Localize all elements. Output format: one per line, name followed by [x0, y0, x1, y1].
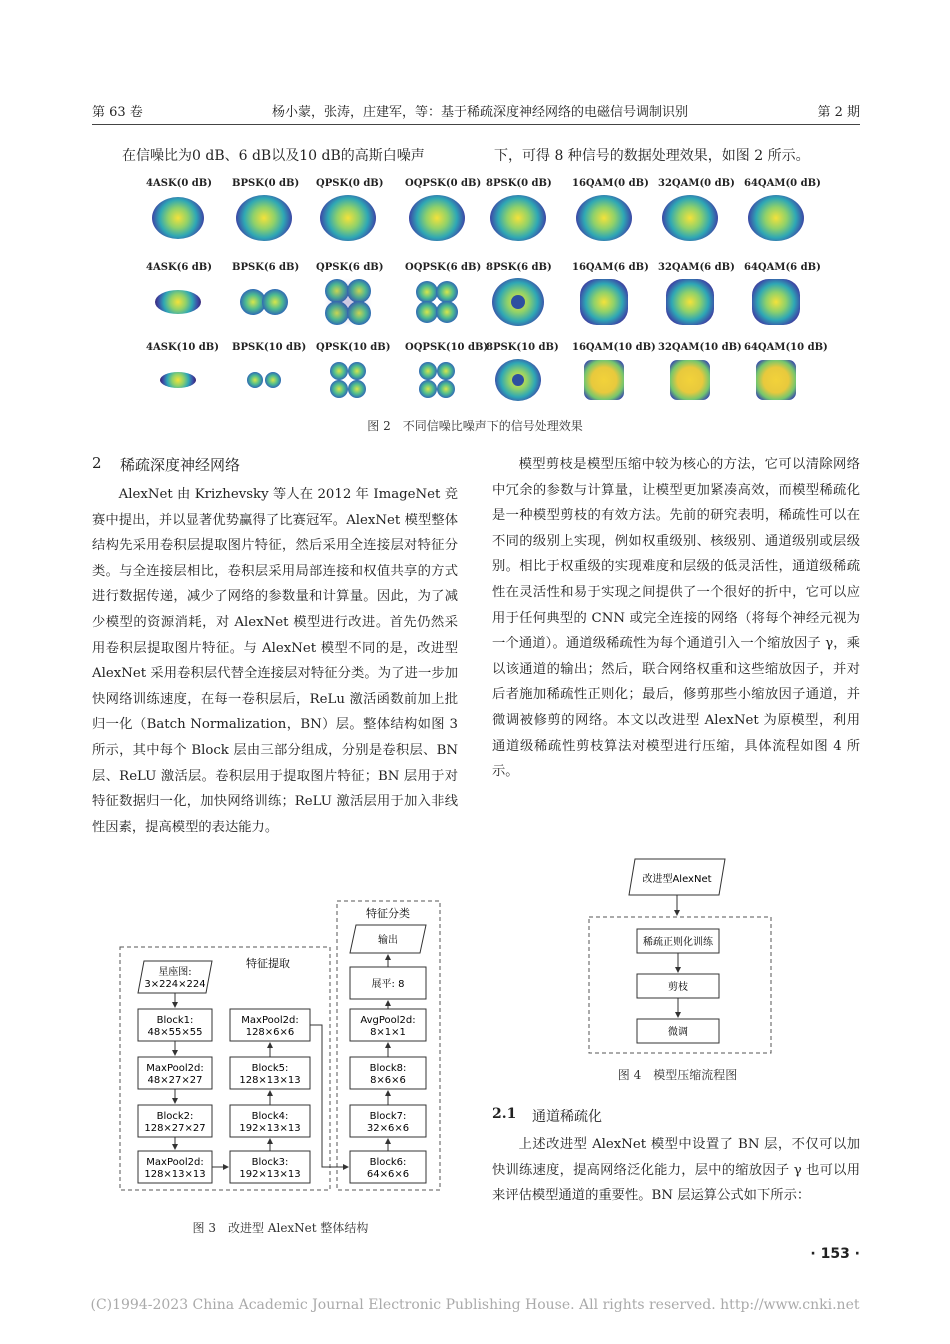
col2-node-label: 128×13×13: [239, 1075, 301, 1086]
constellation-plot: [436, 281, 458, 303]
section-21-text: [492, 1132, 860, 1209]
flow-step-label: 稀疏正则化训练: [643, 937, 713, 948]
right-paragraph: 模型剪枝是模型压缩中较为核心的方法，它可以清除网络中冗余的参数与计算量，让模型更加紧凑高效，而模型稀疏化是一种模型剪枝的有效方法。先前的研究表明，稀疏性可以在不同的级别上实现，例如权重级别、核级别、通道级别或层级别。相比于权重级的实现难度和层级的低灵活性，通道级稀疏性在灵活性和易于实现之间提供了一个很好的折中，它可以应用于任何典型的 CNN 或完全连接的网络（将每个神经元视为一个通道）。通道级稀疏性为每个通道引入一个缩放因子 γ，乘以该通道的输出；然后，联合网络权重和这些缩放因子，并对后者施加稀疏性正则化；最后，修剪那些小缩放因子通道，并微调被修剪的网络。本文以改进型 AlexNet 为原模型，利用通道级稀疏性剪枝算法对模型进行压缩，具体流程如图 4 所示。: [492, 457, 860, 780]
left-paragraph: AlexNet 由 Krizhevsky 等人在 2012 年 ImageNet 竞赛中提出，并以显著优势赢得了比赛冠军。AlexNet 模型整体结构先采用卷积层提取图片特征，然后采用全连接层对特征分类。与全连接层相比，卷积层采用局部连接和权值共享的方式进行数据传递，减少了网络的参数量和计算量。因此，为了减少模型的资源消耗，对 AlexNet 模型进行改进。首先仍然采用卷积层提取图片特征。与 AlexNet 模型不同的是，改进型 AlexNet 采用卷积层代替全连接层对特征分类。为了进一步加快网络训练速度，在每一卷积层后，ReLu 激活函数前加上批归一化（Batch Normalization，BN）层。整体结构如图 3 所示，其中每个 Block 层由三部分组成，分别是卷积层、BN 层、ReLU 激活层。卷积层用于提取图片特征；BN 层用于对特征数据归一化，加快网络训练；ReLU 激活层用于加入非线性因素，提高模型的表达能力。: [92, 487, 458, 835]
constellation-plot: [511, 295, 525, 309]
constellation-plot: [662, 195, 718, 241]
intro-left: 在信噪比为0 dB、6 dB以及10 dB的高斯白噪声: [122, 148, 425, 164]
left-column-text: [92, 482, 458, 840]
col1-node-label: 128×27×27: [144, 1123, 206, 1134]
constellation-plot: [247, 372, 263, 388]
flow-arrow: [310, 1025, 348, 1167]
section-21-number: 2.1: [492, 1106, 517, 1122]
constellation-label: OQPSK(0 dB): [405, 178, 482, 189]
col3-node-label: 输出: [378, 935, 398, 946]
constellation-plot: [576, 195, 632, 241]
constellation-plot: [756, 360, 796, 400]
constellation-label: 32QAM(0 dB): [658, 178, 735, 189]
constellation-label: QPSK(6 dB): [316, 262, 384, 273]
constellation-plot: [436, 301, 458, 323]
col3-node-label: 展平: 8: [371, 979, 405, 990]
col2-node-label: MaxPool2d:: [241, 1015, 299, 1026]
section-2-number: 2: [92, 454, 102, 472]
constellation-plot: [416, 281, 438, 303]
constellation-label: OQPSK(6 dB): [405, 262, 482, 273]
constellation-plot: [348, 362, 366, 380]
constellation-plot: [419, 380, 437, 398]
col1-node-label: Block2:: [156, 1111, 194, 1122]
constellation-label: 32QAM(6 dB): [658, 262, 735, 273]
volume-label: 第 63 卷: [92, 105, 143, 120]
constellation-plot: [666, 279, 714, 325]
flow-step-label: 微调: [668, 1027, 688, 1038]
col1-node-label: 48×27×27: [147, 1075, 203, 1086]
constellation-label: 8PSK(6 dB): [486, 262, 552, 273]
constellation-label: 16QAM(0 dB): [572, 178, 649, 189]
feature-extract-title: 特征提取: [246, 957, 290, 970]
constellation-label: QPSK(10 dB): [316, 342, 391, 353]
col2-node-label: 128×6×6: [245, 1027, 295, 1038]
constellation-label: 16QAM(6 dB): [572, 262, 649, 273]
constellation-plot: [236, 195, 292, 241]
constellation-plot: [748, 195, 804, 241]
col1-node-label: Block1:: [156, 1015, 194, 1026]
constellation-label: BPSK(0 dB): [232, 178, 300, 189]
col3-node-label: 8×1×1: [370, 1027, 406, 1038]
constellation-plot: [419, 362, 437, 380]
figure-2-caption: 图 2 不同信噪比噪声下的信号处理效果: [367, 419, 583, 433]
constellation-plot: [490, 195, 546, 241]
feature-classify-title: 特征分类: [366, 907, 410, 920]
col2-node-label: Block3:: [251, 1157, 289, 1168]
constellation-label: 64QAM(6 dB): [744, 262, 821, 273]
right-column-text: [492, 452, 860, 785]
constellation-plot: [265, 372, 281, 388]
constellation-label: 4ASK(6 dB): [146, 262, 212, 273]
constellation-label: 32QAM(10 dB): [658, 342, 742, 353]
constellation-plot: [330, 362, 348, 380]
col1-node-label: 128×13×13: [144, 1169, 206, 1180]
issue-label: 第 2 期: [817, 105, 860, 120]
constellation-label: 64QAM(0 dB): [744, 178, 821, 189]
constellation-plot: [320, 195, 376, 241]
constellation-plot: [262, 289, 288, 315]
figure-4-caption: 图 4 模型压缩流程图: [617, 1068, 738, 1082]
col1-node-label: MaxPool2d:: [146, 1157, 204, 1168]
section-21-heading: 通道稀疏化: [532, 1109, 602, 1125]
figure-4-flowchart: [585, 855, 775, 1060]
col3-node-label: 8×6×6: [370, 1075, 406, 1086]
constellation-plot: [752, 279, 800, 325]
constellation-plot: [330, 380, 348, 398]
constellation-label: 8PSK(0 dB): [486, 178, 552, 189]
constellation-label: 64QAM(10 dB): [744, 342, 828, 353]
constellation-label: 4ASK(10 dB): [146, 342, 219, 353]
col3-node-label: Block6:: [369, 1157, 407, 1168]
constellation-plot: [437, 380, 455, 398]
col2-node-label: 192×13×13: [239, 1123, 301, 1134]
constellation-plot: [416, 301, 438, 323]
constellation-label: QPSK(0 dB): [316, 178, 384, 189]
constellation-plot: [580, 279, 628, 325]
constellation-label: 16QAM(10 dB): [572, 342, 656, 353]
constellation-plot: [670, 360, 710, 400]
page-number: · 153 ·: [810, 1246, 860, 1262]
header-rule: [92, 124, 860, 125]
copyright-line: (C)1994-2023 China Academic Journal Electronic Publishing House. All rights reserved. http://www.cnki.net: [90, 1297, 860, 1313]
constellation-plot: [324, 278, 372, 326]
constellation-label: 8PSK(10 dB): [486, 342, 559, 353]
constellation-plot: [409, 195, 465, 241]
constellation-label: OQPSK(10 dB): [405, 342, 489, 353]
input-node-label: 3×224×224: [144, 979, 206, 990]
figure-3-diagram: [118, 895, 443, 1200]
flow-step-label: 剪枝: [668, 982, 688, 993]
col2-node-label: 192×13×13: [239, 1169, 301, 1180]
constellation-plot: [160, 372, 196, 388]
constellation-plot: [584, 360, 624, 400]
section-21-paragraph: 上述改进型 AlexNet 模型中设置了 BN 层，不仅可以加快训练速度，提高网络泛化能力，层中的缩放因子 γ 也可以用来评估模型通道的重要性。BN 层运算公式如下所示：: [492, 1137, 860, 1204]
constellation-plot: [512, 374, 524, 386]
col3-node-label: AvgPool2d:: [360, 1015, 416, 1026]
flow-start-label: 改进型AlexNet: [642, 874, 712, 885]
constellation-label: BPSK(10 dB): [232, 342, 307, 353]
figure-3-caption: 图 3 改进型 AlexNet 整体结构: [192, 1221, 369, 1235]
constellation-plot: [152, 197, 204, 239]
constellation-label: BPSK(6 dB): [232, 262, 300, 273]
constellation-plot: [348, 380, 366, 398]
col3-node-label: Block7:: [369, 1111, 407, 1122]
col1-node-label: 48×55×55: [147, 1027, 203, 1038]
col3-node-label: 32×6×6: [366, 1123, 410, 1134]
col2-node-label: Block4:: [251, 1111, 289, 1122]
constellation-plot: [155, 290, 201, 314]
col1-node-label: MaxPool2d:: [146, 1063, 204, 1074]
constellation-plot: [437, 362, 455, 380]
running-title: 杨小蒙，张涛，庄建军，等：基于稀疏深度神经网络的电磁信号调制识别: [271, 105, 688, 120]
intro-right: 下，可得 8 种信号的数据处理效果，如图 2 所示。: [494, 148, 810, 164]
col3-node-label: 64×6×6: [366, 1169, 410, 1180]
constellation-label: 4ASK(0 dB): [146, 178, 212, 189]
section-2-heading: 稀疏深度神经网络: [120, 456, 241, 474]
input-node-label: 星座图:: [158, 967, 192, 978]
col2-node-label: Block5:: [251, 1063, 289, 1074]
col3-node-label: Block8:: [369, 1063, 407, 1074]
